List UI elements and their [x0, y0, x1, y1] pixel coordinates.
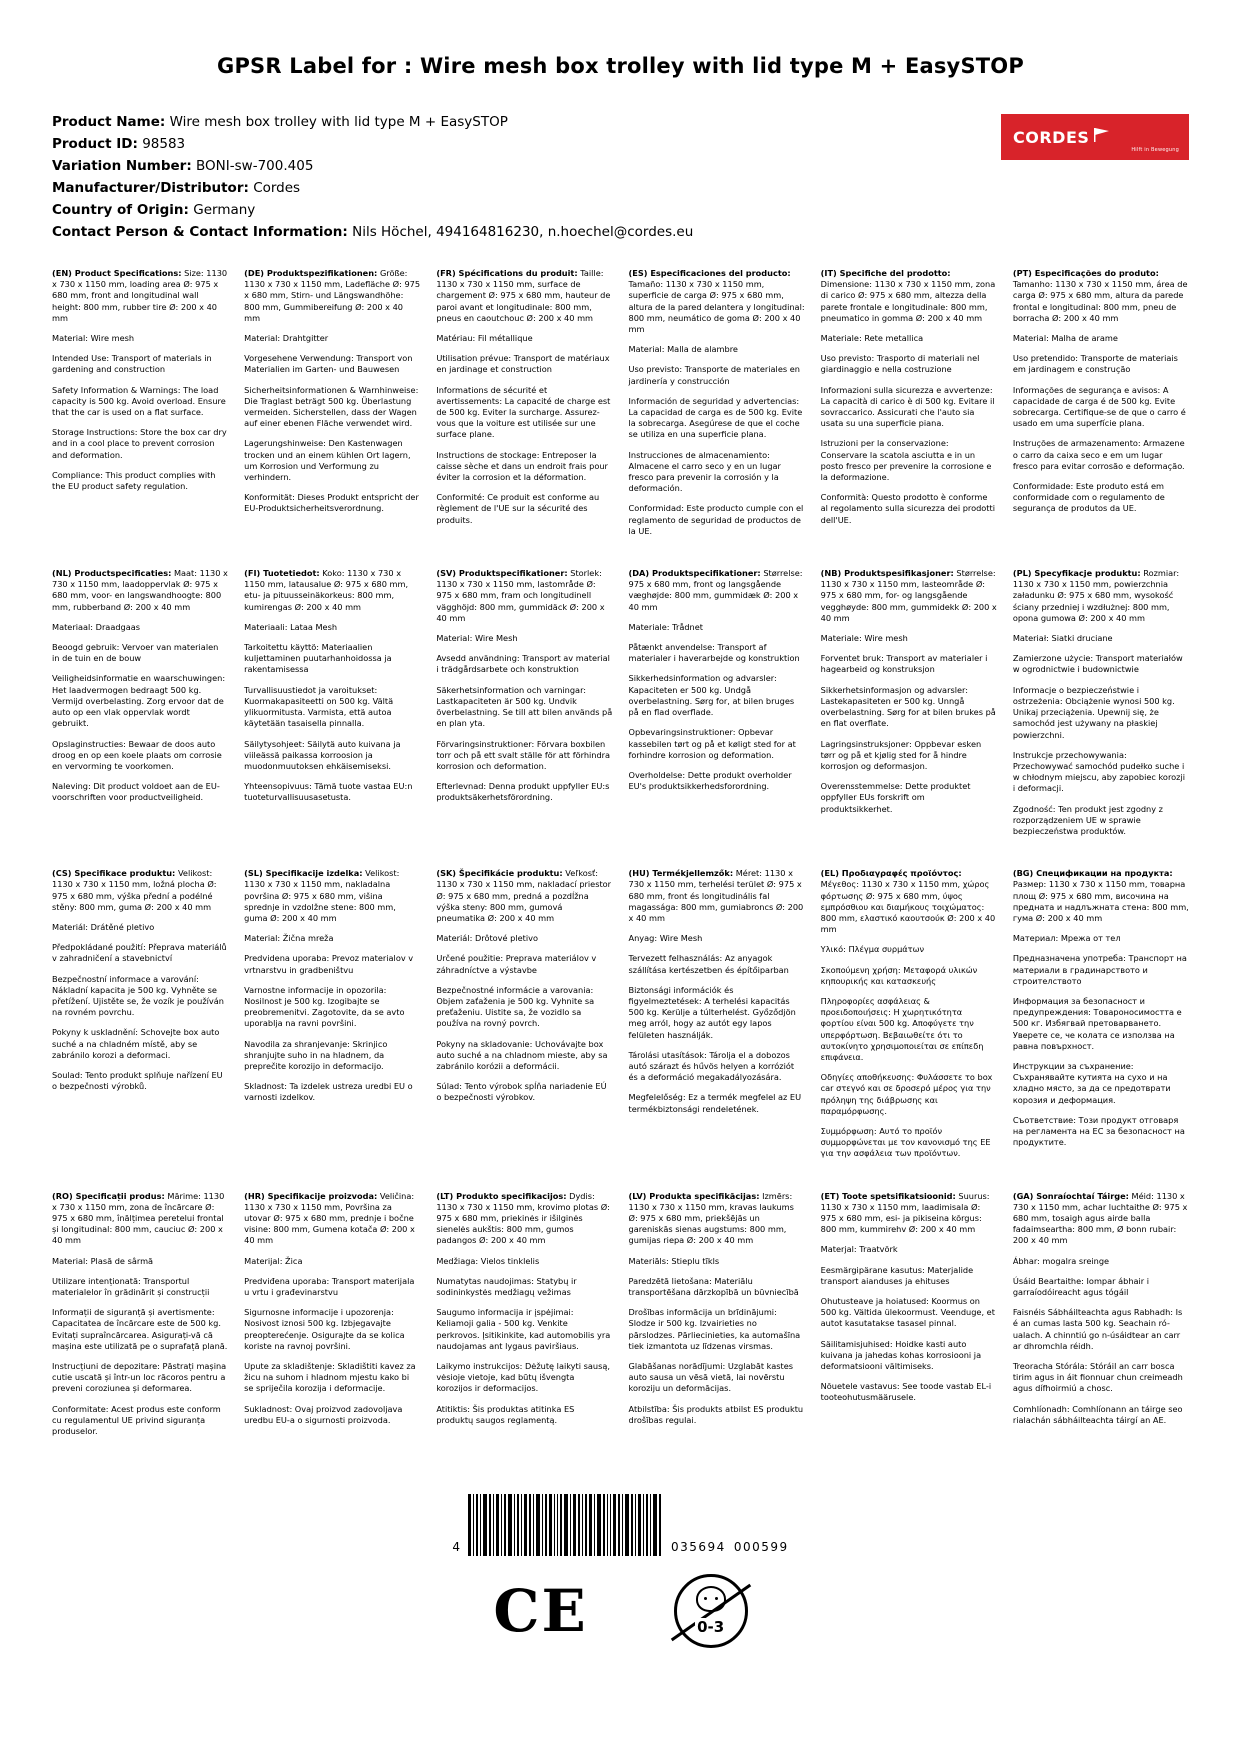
- age-warning-icon: [674, 1574, 748, 1648]
- spec-paragraph: Pokyny k uskladnění: Schovejte box auto suché a na chladném místě, aby se zabránilo korozi a deformaci.: [52, 1027, 220, 1060]
- spec-paragraph: Instrucțiuni de depozitare: Păstrați mașina cutie uscată și într-un loc răcoros pentru a preveni coroziunea și deformarea.: [52, 1361, 227, 1394]
- age-range-label: 0-3: [697, 1618, 725, 1637]
- spec-paragraph: Skladnost: Ta izdelek ustreza uredbi EU o varnosti izdelkov.: [244, 1081, 413, 1103]
- spec-paragraph: Bezpečnostní informace a varování: Nákladní kapacita je 500 kg. Vyhněte se přetížení. Ujistěte se, že vozík je používán na rovném povrchu.: [52, 973, 224, 1018]
- compliance-marks: [493, 1574, 747, 1648]
- country-value: Germany: [193, 202, 256, 218]
- spec-lang-title: (ET) Toote spetsifikatsioonid:: [820, 1190, 956, 1201]
- spec-lang-title: (CS) Specifikace produktu:: [52, 868, 176, 879]
- spec-paragraph: Informacje o bezpieczeństwie i ostrzeżenia: Obciążenie wynosi 500 kg. Unikaj przeciążenia. Upewnij się, że samochód jest używany na płaskiej powierzchni.: [1012, 684, 1175, 740]
- spec-paragraph: Conformità: Questo prodotto è conforme al regolamento sulla sicurezza dei prodotti dell'UE.: [820, 492, 995, 525]
- spec-paragraph: Lagerungshinweise: Den Kastenwagen trocken und an einem kühlen Ort lagern, um Korrosion und Verformung zu verhindern.: [244, 438, 411, 483]
- spec-paragraph: Yhteensopivuus: Tämä tuote vastaa EU:n tuoteturvallisuusasetusta.: [244, 781, 413, 803]
- spec-paragraph: Material: Malla de alambre: [628, 344, 738, 355]
- manufacturer-row: [52, 178, 1189, 198]
- spec-cell-el: [821, 868, 997, 1168]
- ce-mark-icon: CE: [493, 1577, 588, 1646]
- logo-tagline: Hilft in Bewegung: [1131, 147, 1179, 153]
- spec-paragraph: Lagringsinstruksjoner: Oppbevar esken tørr og på et kjølig sted for å hindre korrosjon og deformasjon.: [820, 738, 982, 771]
- spec-lang-title: (ES) Especificaciones del producto:: [628, 268, 791, 278]
- spec-paragraph: Mărime: 1130 x 730 x 1150 mm, zona de încărcare Ø: 975 x 680 mm, înălțimea peretelui frontal și longitudinal: 800 mm, cauciuc Ø: 200 x 40 mm: [52, 1190, 225, 1246]
- spec-paragraph: Konformität: Dieses Produkt entspricht der EU-Produktsicherheitsverordnung.: [244, 492, 419, 514]
- spec-paragraph: Avsedd användning: Transport av material i trädgårdsarbete och konstruktion: [436, 653, 610, 675]
- spec-paragraph: Material: Malha de arame: [1012, 333, 1118, 344]
- spec-paragraph: Opbevaringsinstruktioner: Opbevar kassebilen tørt og på et køligt sted for at forhindre korrosion og deformation.: [628, 727, 796, 760]
- spec-paragraph: Förvaringsinstruktioner: Förvara boxbilen torr och på ett svalt ställe för att förhindra korrosion och deformation.: [436, 738, 611, 771]
- spec-paragraph: Tárolási utasítások: Tárolja el a dobozos autó szárazt és hűvös helyen a korróziót és a deformáció megakadályozására.: [628, 1049, 795, 1083]
- spec-paragraph: Anyag: Wire Mesh: [628, 933, 703, 944]
- spec-paragraph: Utilizare intenționată: Transportul materialelor în grădinărit și construcții: [52, 1275, 210, 1298]
- contact-row: [52, 222, 1189, 242]
- spec-paragraph: Información de seguridad y advertencias: La capacidad de carga es de 500 kg. Evite la sobrecarga. Asegúrese de que el coche se utiliza en una superficie plana.: [628, 395, 803, 440]
- cordes-logo: [1001, 114, 1189, 160]
- spec-lang-title: (SK) Špecifikácie produktu:: [436, 868, 563, 879]
- spec-paragraph: Informazioni sulla sicurezza e avvertenze: La capacità di carico è di 500 kg. Evitare il sovraccarico. Assicurati che l'auto sia usata su una superficie piana.: [820, 384, 995, 429]
- spec-paragraph: Instruções de armazenamento: Armazene o carro da caixa seco e em um lugar fresco para evitar corrosão e deformação.: [1012, 438, 1185, 471]
- spec-paragraph: Conformidade: Este produto está em conformidade com o regulamento de segurança de produtos da UE.: [1012, 481, 1165, 514]
- spec-paragraph: Eesmärgipärane kasutus: Materjalide transport aianduses ja ehituses: [820, 1264, 974, 1286]
- spec-cell-en: [52, 268, 228, 546]
- contact-label: Contact Person & Contact Information:: [52, 224, 348, 240]
- spec-paragraph: Intended Use: Transport of materials in gardening and construction: [52, 353, 212, 375]
- spec-cell-nb: [821, 568, 997, 846]
- spec-paragraph: Veiligheidsinformatie en waarschuwingen: Het laadvermogen bedraagt 500 kg. Vermijd overbelasting. Zorg ervoor dat de auto op een vlak oppervlak wordt gebruikt.: [52, 673, 226, 729]
- spec-paragraph: Sukladnost: Ovaj proizvod zadovoljava uredbu EU-a o sigurnosti proizvoda.: [244, 1403, 403, 1425]
- spec-paragraph: Materiale: Trådnet: [628, 621, 703, 632]
- spec-cell-ro: [52, 1191, 228, 1447]
- spec-cell-es: [629, 268, 805, 546]
- spec-paragraph: Biztonsági információk és figyelmeztetések: A terhelési kapacitás 500 kg. Kerülje a túlterhelést. Győződjön meg arról, hogy az autót egy lapos felületen használják.: [628, 984, 796, 1040]
- spec-paragraph: Størrelse: 975 x 680 mm, front og langsgående væghøjde: 800 mm, gummidæk Ø: 200 x 40 mm: [628, 568, 803, 612]
- spec-paragraph: Οδηγίες αποθήκευσης: Φυλάσσετε το box car στεγνό και σε δροσερό μέρος για την πρόληψη της διάβρωσης και παραμόρφωσης.: [820, 1072, 993, 1116]
- spec-paragraph: Velikost: 1130 x 730 x 1150 mm, nakladalna površina Ø: 975 x 680 mm, višina sprednje in vzdolžne stene: 800 mm, guma Ø: 200 x 40 mm: [244, 868, 400, 923]
- spec-paragraph: Velikost: 1130 x 730 x 1150 mm, ložná plocha Ø: 975 x 680 mm, výška přední a podélné stěny: 800 mm, guma Ø: 200 x 40 mm: [52, 868, 217, 912]
- spec-lang-title: (NB) Produktspesifikasjoner:: [820, 568, 954, 579]
- barcode-number-right: 000599: [733, 1540, 789, 1555]
- spec-paragraph: Instrukcje przechowywania: Przechowywać samochód pudełko suche i w chłodnym miejscu, aby zapobiec korozji i deformacji.: [1012, 749, 1185, 794]
- country-row: [52, 200, 1189, 220]
- spec-paragraph: Πληροφορίες ασφάλειας & προειδοποιήσεις: Η χωρητικότητα φορτίου είναι 500 kg. Αποφύγετε την υπερφόρτωση. Βεβαιωθείτε ότι το αυτοκίνητο χρησιμοποιείται σε επίπεδη επιφάνεια.: [820, 995, 984, 1062]
- spec-paragraph: Размер: 1130 x 730 x 1150 mm, товарна площ Ø: 975 x 680 mm, височина на предната и надлъжната стена: 800 mm, гума Ø: 200 x 40 mm: [1012, 879, 1189, 923]
- country-label: Country of Origin:: [52, 202, 189, 218]
- spec-lang-title: (EN) Product Specifications:: [52, 268, 182, 278]
- spec-paragraph: Veličina: 1130 x 730 x 1150 mm, Površina za utovar Ø: 975 x 680 mm, prednje i bočne visine: 800 mm, Gumena kotača Ø: 200 x 40 mm: [244, 1190, 415, 1246]
- spec-paragraph: Materiaal: Draadgaas: [52, 621, 141, 632]
- spec-paragraph: Forventet bruk: Transport av materialer i hagearbeid og konstruksjon: [820, 653, 988, 675]
- spec-cell-hr: [244, 1191, 420, 1447]
- spec-paragraph: Material: Wire Mesh: [436, 633, 518, 644]
- manufacturer-label: Manufacturer/Distributor:: [52, 180, 249, 196]
- spec-paragraph: Beoogd gebruik: Vervoer van materialen in de tuin en de bouw: [52, 642, 219, 664]
- spec-lang-title: (HR) Specifikacije proizvoda:: [244, 1190, 378, 1201]
- spec-paragraph: Overensstemmelse: Dette produktet oppfyller EUs forskrift om produktsikkerhet.: [820, 781, 971, 814]
- spec-paragraph: Laikymo instrukcijos: Dėžutę laikyti sausą, vėsioje vietoje, kad būtų išvengta korozijos ir deformacijos.: [436, 1361, 610, 1394]
- spec-cell-cs: [52, 868, 228, 1168]
- spec-paragraph: Méid: 1130 x 730 x 1150 mm, achar luchtaithe Ø: 975 x 680 mm, tosaigh agus airde balla fadaimseartha: 800 mm, Ø bonn rubair: 200 x 40 mm: [1012, 1190, 1188, 1246]
- spec-cell-ga: [1013, 1191, 1189, 1447]
- spec-paragraph: Veľkosť: 1130 x 730 x 1150 mm, nakladací priestor Ø: 975 x 680 mm, predná a pozdĺžna výška steny: 800 mm, gumová pneumatika Ø: 200 x 40 mm: [436, 868, 612, 923]
- spec-paragraph: Conformité: Ce produit est conforme au règlement de l'UE sur la sécurité des produits.: [436, 492, 600, 525]
- spec-lang-title: (RO) Specificații produs:: [52, 1190, 165, 1201]
- barcode-bars: [468, 1494, 663, 1556]
- spec-lang-title: (BG) Спецификации на продукта:: [1012, 868, 1173, 879]
- spec-paragraph: Μέγεθος: 1130 x 730 x 1150 mm, χώρος φόρτωσης Ø: 975 x 680 mm, ύψος εμπρόσθιου και διαμήκους τοιχώματος: 800 mm, ελαστικό καουτσούκ Ø: 200 x 40 mm: [820, 879, 996, 935]
- spec-paragraph: Uso pretendido: Transporte de materiais em jardinagem e construção: [1012, 353, 1178, 375]
- spec-paragraph: Informations de sécurité et avertissements: La capacité de charge est de 500 kg. Eviter la surcharge. Assurez-vous que la voiture est utilisée sur une surface plane.: [436, 384, 611, 440]
- spec-paragraph: Upute za skladištenje: Skladištiti kavez za žicu na suhom i hladnom mjestu kako bi se spriječila korozija i deformacije.: [244, 1361, 416, 1394]
- spec-paragraph: Sikkerhedsinformation og advarsler: Kapaciteten er 500 kg. Undgå overbelastning. Sørg for, at bilen bruges på en flad overflade.: [628, 673, 795, 718]
- spec-paragraph: Atitiktis: Šis produktas atitinka ES produktų saugos reglamentą.: [436, 1403, 575, 1425]
- spec-paragraph: Suurus: 1130 x 730 x 1150 mm, laadimisala Ø: 975 x 680 mm, esi- ja pikiseina kõrgus: 800 mm, kummirehv Ø: 200 x 40 mm: [820, 1190, 990, 1235]
- spec-paragraph: Predviđena uporaba: Transport materijala u vrtu i građevinarstvu: [244, 1275, 415, 1298]
- spec-paragraph: Rozmiar: 1130 x 730 x 1150 mm, powierzchnia załadunku Ø: 975 x 680 mm, wysokość ściany przedniej i wzdłużnej: 800 mm, opona gumowa Ø: 200 x 40 mm: [1012, 568, 1180, 623]
- spec-paragraph: Utilisation prévue: Transport de matériaux en jardinage et construction: [436, 353, 610, 375]
- spec-paragraph: Istruzioni per la conservazione: Conservare la scatola asciutta e in un posto fresco per prevenire la corrosione e la deformazione.: [820, 438, 992, 483]
- spec-paragraph: Vorgesehene Verwendung: Transport von Materialien im Garten- und Bauwesen: [244, 353, 413, 375]
- spec-lang-title: (FR) Spécifications du produit:: [436, 268, 578, 278]
- spec-paragraph: Materiał: Siatki druciane: [1012, 633, 1113, 644]
- spec-cell-sk: [436, 868, 612, 1168]
- spec-paragraph: Предназначена употреба: Транспорт на материали в градинарството и строителството: [1012, 953, 1187, 986]
- spec-paragraph: Materiál: Drôtové pletivo: [436, 933, 539, 944]
- spec-cell-da: [629, 568, 805, 846]
- spec-paragraph: Material: Wire mesh: [52, 333, 135, 344]
- spec-paragraph: Opslaginstructies: Bewaar de doos auto droog en op een koele plaats om corrosie en vervorming te voorkomen.: [52, 738, 222, 771]
- spec-lang-title: (NL) Productspecificaties:: [52, 568, 172, 579]
- spec-cell-fr: [436, 268, 612, 546]
- spec-lang-title: (SV) Produktspecifikationer:: [436, 568, 568, 579]
- spec-cell-fi: [244, 568, 420, 846]
- spec-paragraph: Nõuetele vastavus: See toode vastab EL-i tooteohutusmäärusele.: [820, 1381, 992, 1403]
- spec-paragraph: Megfelelőség: Ez a termék megfelel az EU termékbiztonsági rendeletének.: [628, 1092, 802, 1114]
- spec-paragraph: Určené použitie: Preprava materiálov v záhradníctve a výstavbe: [436, 953, 597, 975]
- spec-paragraph: Материал: Мрежа от тел: [1012, 933, 1121, 944]
- spec-paragraph: Material: Drahtgitter: [244, 333, 329, 344]
- product-id-value: 98583: [142, 136, 186, 152]
- spec-paragraph: Pokyny na skladovanie: Uchovávajte box auto suché a na chladnom mieste, aby sa zabránilo korózii a deformácii.: [436, 1038, 608, 1071]
- barcode-lead-digit: 4: [452, 1540, 460, 1555]
- page-title: GPSR Label for : Wire mesh box trolley with lid type M + EasySTOP: [217, 54, 1024, 78]
- spec-cell-pl: [1013, 568, 1189, 846]
- spec-paragraph: Faisnéis Sábháilteachta agus Rabhadh: Is é an cumas lasta 500 kg. Seachain ró-ualach. A chinntiú go n-úsáidtear an carr ar dhromchla réidh.: [1012, 1307, 1183, 1351]
- spec-paragraph: Uso previsto: Trasporto di materiali nel giardinaggio e nella costruzione: [820, 353, 980, 375]
- spec-paragraph: Sicherheitsinformationen & Warnhinweise: Die Traglast beträgt 500 kg. Überlastung vermeiden. Sicherstellen, dass der Wagen auf einer ebenen Fläche verwendet wird.: [244, 384, 419, 429]
- spec-paragraph: Drošības informācija un brīdinājumi: Slodze ir 500 kg. Izvairieties no pārslodzes. Pārliecinieties, ka automašīna tiek izmantota uz līdzenas virsmas.: [628, 1307, 801, 1351]
- spec-cell-it: [821, 268, 997, 546]
- spec-paragraph: Numatytas naudojimas: Statybų ir sodininkystės medžiagų vežimas: [436, 1275, 577, 1298]
- spec-paragraph: Ohutusteave ja hoiatused: Koormus on 500 kg. Vältida ülekoormust. Veenduge, et autot kasutatakse tasasel pinnal.: [820, 1296, 995, 1329]
- spec-paragraph: Materijal: Žica: [244, 1255, 303, 1266]
- spec-paragraph: Zamierzone użycie: Transport materiałów w ogrodnictwie i budownictwie: [1012, 653, 1183, 675]
- variation-number-value: BONI-sw-700.405: [196, 158, 314, 174]
- spec-paragraph: Medžiaga: Vielos tinklelis: [436, 1255, 540, 1266]
- product-name-value: Wire mesh box trolley with lid type M + EasySTOP: [169, 114, 508, 130]
- barcode-number-left: 035694: [671, 1540, 726, 1555]
- manufacturer-value: Cordes: [253, 180, 301, 196]
- spec-cell-pt: [1013, 268, 1189, 546]
- spec-paragraph: Sikkerhetsinformasjon og advarsler: Lastekapasiteten er 500 kg. Unngå overbelastning. Sørg for at bilen brukes på en flat overflate.: [820, 684, 996, 729]
- spec-paragraph: Naleving: Dit product voldoet aan de EU-voorschriften voor productveiligheid.: [52, 781, 220, 803]
- spec-paragraph: Съответствие: Този продукт отговаря на регламента на ЕС за безопасност на продуктите.: [1012, 1114, 1185, 1148]
- spec-paragraph: Izmērs: 1130 x 730 x 1150 mm, kravas laukums Ø: 975 x 680 mm, priekšējās un gareniskās sienas augstums: 800 mm, gumijas riepa Ø: 200 x 40 mm: [628, 1190, 794, 1246]
- spec-paragraph: Saugumo informacija ir įspėjimai: Keliamoji galia - 500 kg. Venkite perkrovos. Įsitikinkite, kad automobilis yra naudojamas ant lygaus paviršiaus.: [436, 1307, 611, 1351]
- spec-cell-hu: [629, 868, 805, 1168]
- spec-paragraph: Größe: 1130 x 730 x 1150 mm, Ladefläche Ø: 975 x 680 mm, Stirn- und Längswandhöhe: 800 mm, Gummibereifung Ø: 200 x 40 mm: [244, 268, 421, 323]
- barcode: [452, 1494, 788, 1556]
- spec-paragraph: Instructions de stockage: Entreposer la caisse sèche et dans un endroit frais pour éviter la corrosion et la déformation.: [436, 449, 608, 483]
- spec-lang-title: (PL) Specyfikacje produktu:: [1012, 568, 1141, 579]
- spec-paragraph: Compliance: This product complies with the EU product safety regulation.: [52, 469, 216, 492]
- spec-paragraph: Säkerhetsinformation och varningar: Lastkapaciteten är 500 kg. Undvik överbelastning. Se till att bilen används på en plan yta.: [436, 684, 613, 729]
- spec-paragraph: Dydis: 1130 x 730 x 1150 mm, krovimo plotas Ø: 975 x 680 mm, priekinės ir išilginės sienelės aukštis: 800 mm, gumos padangos Ø: 200 x 40 mm: [436, 1190, 610, 1246]
- spec-paragraph: Säilytysohjeet: Säilytä auto kuivana ja viileässä paikassa korroosion ja muodonmuutoksen ehkäisemiseksi.: [244, 738, 401, 771]
- product-name-label: Product Name:: [52, 114, 166, 130]
- spec-lang-title: (SL) Specifikacije izdelka:: [244, 868, 363, 879]
- product-header: [52, 112, 1189, 242]
- spec-paragraph: Säilitamisjuhised: Hoidke kasti auto kuivana ja jahedas kohas korrosiooni ja deformatsiooni vältimiseks.: [820, 1338, 982, 1372]
- spec-paragraph: Информация за безопасност и предупреждения: Товароносимостта е 500 кг. Избягвай претоварването. Уверете се, че колата се използва на равна повърхност.: [1012, 995, 1182, 1051]
- spec-cell-lv: [629, 1191, 805, 1447]
- spec-cell-sl: [244, 868, 420, 1168]
- logo-text: CORDES: [1013, 127, 1090, 147]
- spec-paragraph: Material: Plasă de sârmă: [52, 1255, 154, 1266]
- spec-lang-title: (DE) Produktspezifikationen:: [244, 268, 378, 278]
- spec-paragraph: Materiaali: Lataa Mesh: [244, 621, 338, 632]
- product-id-label: Product ID:: [52, 136, 138, 152]
- spec-paragraph: Safety Information & Warnings: The load capacity is 500 kg. Avoid overload. Ensure that the car is used on a flat surface.: [52, 384, 226, 418]
- spec-paragraph: Súlad: Tento výrobok spĺňa nariadenie EÚ o bezpečnosti výrobkov.: [436, 1081, 607, 1103]
- spec-paragraph: Turvallisuustiedot ja varoitukset: Kuormakapasiteetti on 500 kg. Vältä ylikuormitusta. Varmista, että autoa käytetään tasaisella pinnalla.: [244, 684, 394, 729]
- spec-paragraph: Dimensione: 1130 x 730 x 1150 mm, zona di carico Ø: 975 x 680 mm, altezza della parete frontale e longitudinale: 800 mm, pneumatico in gomma Ø: 200 x 40 mm: [820, 279, 996, 323]
- spec-paragraph: Инструкции за съхранение: Съхранявайте кутията на сухо и на хладно място, за да се предотврати корозия и деформация.: [1012, 1060, 1171, 1105]
- spec-paragraph: Υλικό: Πλέγμα συρμάτων: [820, 944, 925, 955]
- spec-cell-et: [821, 1191, 997, 1447]
- spec-lang-title: (LT) Produkto specifikacijos:: [436, 1190, 567, 1201]
- specifications-grid: [52, 268, 1189, 1468]
- spec-paragraph: Tervezett felhasználás: Az anyagok szállítása kertészetben és építőiparban: [628, 953, 789, 975]
- spec-paragraph: Informações de segurança e avisos: A capacidade de carga é de 500 kg. Evite sobrecarga. Certifique-se de que o carro é usado em uma superfície plana.: [1012, 384, 1186, 429]
- spec-cell-bg: [1013, 868, 1189, 1168]
- spec-paragraph: Conformidad: Este producto cumple con el reglamento de seguridad de productos de la UE.: [628, 503, 804, 536]
- contact-value: Nils Höchel, 494164816230, n.hoechel@cordes.eu: [352, 224, 694, 240]
- spec-paragraph: Materiale: Wire mesh: [820, 633, 908, 644]
- spec-paragraph: Συμμόρφωση: Αυτό το προϊόν συμμορφώνεται με τον κανονισμό της ΕΕ για την ασφάλεια των προϊόντων.: [820, 1125, 991, 1159]
- spec-paragraph: Matériau: Fil métallique: [436, 333, 533, 344]
- spec-lang-title: (FI) Tuotetiedot:: [244, 568, 320, 579]
- spec-paragraph: Conformitate: Acest produs este conform cu regulamentul UE privind siguranța produselor.: [52, 1403, 221, 1437]
- spec-paragraph: Paredzētā lietošana: Materiālu transportēšana dārzkopībā un būvniecībā: [628, 1275, 799, 1298]
- spec-paragraph: Materiāls: Stieplu tīkls: [628, 1255, 720, 1266]
- spec-paragraph: Atbilstība: Šis produkts atbilst ES produktu drošības regulai.: [628, 1403, 804, 1425]
- spec-paragraph: Informații de siguranță și avertismente: Capacitatea de încărcare este de 500 kg. Evitați supraîncărcarea. Asigurați-vă că mașina este utilizată pe o suprafață plană.: [52, 1307, 228, 1351]
- spec-lang-title: (GA) Sonraíochtaí Táirge:: [1012, 1190, 1129, 1201]
- spec-paragraph: Overholdelse: Dette produkt overholder EU's produktsikkerhedsforordning.: [628, 769, 792, 792]
- spec-paragraph: Glabāšanas norādījumi: Uzglabāt kastes auto sausa un vēsā vietā, lai novērstu koroziju un deformācijas.: [628, 1361, 794, 1394]
- spec-cell-de: [244, 268, 420, 546]
- spec-paragraph: Efterlevnad: Denna produkt uppfyller EU:s produktsäkerhetsförordning.: [436, 781, 610, 803]
- spec-cell-lt: [436, 1191, 612, 1447]
- spec-cell-nl: [52, 568, 228, 846]
- spec-paragraph: Maat: 1130 x 730 x 1150 mm, laadoppervlak Ø: 975 x 680 mm, voor- en langswandhoogte: 800 mm, rubberband Ø: 200 x 40 mm: [52, 568, 228, 612]
- spec-paragraph: Comhlíonadh: Comhlíonann an táirge seo rialachán sábháilteachta táirgí an AE.: [1012, 1403, 1183, 1425]
- spec-paragraph: Tamanho: 1130 x 730 x 1150 mm, área de carga Ø: 975 x 680 mm, altura da parede frontal e longitudinal: 800 mm, pneu de borracha Ø: 200 x 40 mm: [1012, 279, 1188, 323]
- footer: [52, 1494, 1189, 1648]
- spec-lang-title: (LV) Produkta specifikācijas:: [628, 1190, 760, 1201]
- spec-paragraph: Påtænkt anvendelse: Transport af materialer i haverarbejde og konstruktion: [628, 642, 800, 664]
- spec-paragraph: Treoracha Stórála: Stóráil an carr bosca tirim agus in áit fionnuar chun creimeadh agus dífhoirmiú a chosc.: [1012, 1361, 1183, 1394]
- variation-number-label: Variation Number:: [52, 158, 192, 174]
- spec-lang-title: (IT) Specifiche del prodotto:: [820, 268, 951, 278]
- spec-paragraph: Σκοπούμενη χρήση: Μεταφορά υλικών κηπουρικής και κατασκευής: [820, 964, 978, 986]
- spec-paragraph: Tamaño: 1130 x 730 x 1150 mm, superficie de carga Ø: 975 x 680 mm, altura de la pared delantera y longitudinal: 800 mm, neumático de goma Ø: 200 x 40 mm: [628, 279, 805, 335]
- spec-paragraph: Bezpečnostné informácie a varovania: Objem zaťaženia je 500 kg. Vyhnite sa preťaženiu. Uistite sa, že vozidlo sa používa na rovný povrch.: [436, 984, 595, 1029]
- spec-paragraph: Zgodność: Ten produkt jest zgodny z rozporządzeniem UE w sprawie bezpieczeństwa produktów.: [1012, 803, 1163, 836]
- spec-paragraph: Storage Instructions: Store the box car dry and in a cool place to prevent corrosion and deformation.: [52, 427, 227, 460]
- spec-paragraph: Predvidena uporaba: Prevoz materialov v vrtnarstvu in gradbeništvu: [244, 953, 414, 975]
- spec-paragraph: Navodila za shranjevanje: Skrinjico shranjujte suho in na hladnem, da preprečite korozijo in deformacijo.: [244, 1038, 388, 1071]
- spec-paragraph: Předpokládané použití: Přeprava materiálů v zahradničení a stavebnictví: [52, 942, 227, 964]
- spec-paragraph: Sigurnosne informacije i upozorenja: Nosivost iznosi 500 kg. Izbjegavajte preopterećenje. Osigurajte da se kolica koriste na ravnoj površini.: [244, 1307, 405, 1351]
- spec-paragraph: Koko: 1130 x 730 x 1150 mm, latausalue Ø: 975 x 680 mm, etu- ja pituusseinäkorkeus: 800 mm, kumirengas Ø: 200 x 40 mm: [244, 568, 409, 612]
- spec-paragraph: Ábhar: mogalra sreinge: [1012, 1255, 1110, 1266]
- spec-paragraph: Instrucciones de almacenamiento: Almacene el carro seco y en un lugar fresco para prevenir la corrosión y la deformación.: [628, 449, 781, 494]
- spec-cell-sv: [436, 568, 612, 846]
- spec-lang-title: (HU) Termékjellemzők:: [628, 868, 734, 879]
- spec-paragraph: Taille: 1130 x 730 x 1150 mm, surface de chargement Ø: 975 x 680 mm, hauteur de paroi avant et longitudinale: 800 mm, pneus en caoutchouc Ø: 200 x 40 mm: [436, 268, 611, 323]
- spec-lang-title: (EL) Προδιαγραφές προϊόντος:: [820, 868, 962, 879]
- spec-paragraph: Materiale: Rete metallica: [820, 333, 924, 344]
- spec-paragraph: Materjal: Traatvõrk: [820, 1244, 898, 1255]
- spec-paragraph: Úsáid Beartaithe: Iompar ábhair i garraíodóireacht agus tógáil: [1012, 1275, 1150, 1298]
- spec-paragraph: Uso previsto: Transporte de materiales en jardinería y construcción: [628, 364, 800, 386]
- spec-paragraph: Varnostne informacije in opozorila: Nosilnost je 500 kg. Izogibajte se preobremenitvi. Zagotovite, da se avto uporablja na ravni površini.: [244, 984, 405, 1029]
- spec-paragraph: Soulad: Tento produkt splňuje nařízení EU o bezpečnosti výrobků.: [52, 1069, 223, 1092]
- face-icon: [696, 1586, 726, 1612]
- spec-lang-title: (PT) Especificações do produto:: [1012, 268, 1159, 278]
- spec-paragraph: Size: 1130 x 730 x 1150 mm, loading area Ø: 975 x 680 mm, front and longitudinal wall height: 800 mm, rubber tire Ø: 200 x 40 mm: [52, 268, 228, 323]
- flag-icon: [1093, 126, 1111, 148]
- spec-lang-title: (DA) Produktspecifikationer:: [628, 568, 761, 579]
- spec-paragraph: Material: Žična mreža: [244, 933, 334, 944]
- spec-paragraph: Storlek: 1130 x 730 x 1150 mm, lastområde Ø: 975 x 680 mm, fram och longitudinell vägghöjd: 800 mm, gummidäck Ø: 200 x 40 mm: [436, 568, 605, 623]
- spec-paragraph: Méret: 1130 x 730 x 1150 mm, terhelési terület Ø: 975 x 680 mm, front és longitudinális fal magassága: 800 mm, gumiabroncs Ø: 200 x 40 mm: [628, 868, 804, 923]
- spec-paragraph: Tarkoitettu käyttö: Materiaalien kuljettaminen puutarhanhoidossa ja rakentamisessa: [244, 642, 392, 675]
- spec-paragraph: Materiál: Drátěné pletivo: [52, 921, 155, 932]
- spec-paragraph: Størrelse: 1130 x 730 x 1150 mm, lasteområde Ø: 975 x 680 mm, for- og langsgående vegghøyde: 800 mm, gummidekk Ø: 200 x 40 mm: [820, 568, 997, 623]
